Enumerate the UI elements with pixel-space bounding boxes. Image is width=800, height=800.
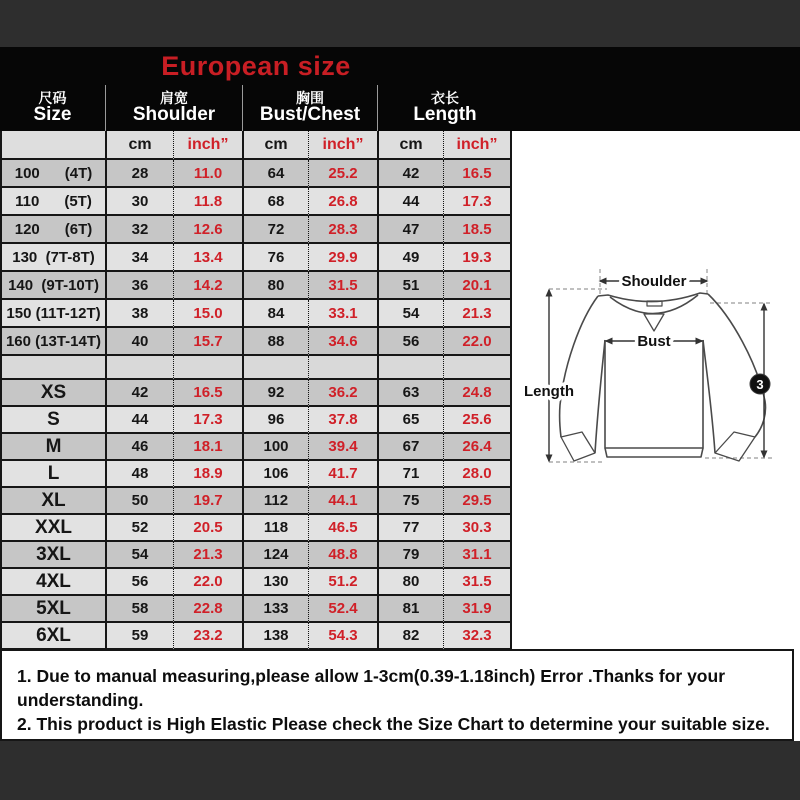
- value-cell: 88: [242, 328, 308, 356]
- size-cell: M: [2, 434, 105, 461]
- value-cell: 38: [105, 300, 173, 328]
- value-cell: 15.7: [173, 328, 242, 356]
- size-cell: XXL: [2, 515, 105, 542]
- size-cell: 110 (5T): [2, 188, 105, 216]
- table-row: [2, 461, 510, 488]
- value-cell: 14.2: [173, 272, 242, 300]
- value-cell: 82: [377, 623, 443, 650]
- table-row: [2, 596, 510, 623]
- size-cell: 130 (7T-8T): [2, 244, 105, 272]
- page-title: European size: [161, 51, 351, 81]
- value-cell: 26.8: [308, 188, 377, 216]
- value-cell: 54: [377, 300, 443, 328]
- note-line-2: 2. This product is High Elastic Please check the Size Chart to determine your suitable size.: [17, 714, 770, 734]
- value-cell: 67: [377, 434, 443, 461]
- value-cell: 92: [242, 380, 308, 407]
- value-cell: 34: [105, 244, 173, 272]
- table-row: [2, 328, 510, 356]
- value-cell: 16.5: [443, 160, 510, 188]
- value-cell: 36: [105, 272, 173, 300]
- column-header-row: [0, 85, 512, 131]
- size-cell: L: [2, 461, 105, 488]
- size-cell: XL: [2, 488, 105, 515]
- value-cell: 42: [105, 380, 173, 407]
- length-label: Length: [524, 383, 574, 400]
- table-row: [2, 407, 510, 434]
- value-cell: 34.6: [308, 328, 377, 356]
- value-cell: 80: [377, 569, 443, 596]
- size-cell: 100 (4T): [2, 160, 105, 188]
- value-cell: 30.3: [443, 515, 510, 542]
- value-cell: 13.4: [173, 244, 242, 272]
- value-cell: 31.9: [443, 596, 510, 623]
- value-cell: 79: [377, 542, 443, 569]
- sweater-outline: [560, 293, 766, 461]
- value-cell: 18.1: [173, 434, 242, 461]
- value-cell: 37.8: [308, 407, 377, 434]
- value-cell: 124: [242, 542, 308, 569]
- value-cell: 59: [105, 623, 173, 650]
- value-cell: 133: [242, 596, 308, 623]
- value-cell: 138: [242, 623, 308, 650]
- value-cell: 46: [105, 434, 173, 461]
- table-row: [2, 623, 510, 650]
- value-cell: 63: [377, 380, 443, 407]
- value-cell: 22.8: [173, 596, 242, 623]
- value-cell: 96: [242, 407, 308, 434]
- note-line-1: 1. Due to manual measuring,please allow 1-3cm(0.39-1.18inch) Error .Thanks for your understanding.: [17, 666, 725, 710]
- value-cell: 30: [105, 188, 173, 216]
- size-table: [0, 131, 512, 650]
- value-cell: 12.6: [173, 216, 242, 244]
- value-cell: 44: [105, 407, 173, 434]
- value-cell: 77: [377, 515, 443, 542]
- value-cell: 50: [105, 488, 173, 515]
- value-cell: 80: [242, 272, 308, 300]
- value-cell: 100: [242, 434, 308, 461]
- value-cell: 56: [105, 569, 173, 596]
- value-cell: 18.5: [443, 216, 510, 244]
- notes-box: [0, 649, 794, 741]
- value-cell: 112: [242, 488, 308, 515]
- size-cell: [2, 356, 105, 380]
- size-table-body: [2, 160, 510, 650]
- value-cell: 23.2: [173, 623, 242, 650]
- unit-cell-cm: cm: [242, 131, 308, 160]
- badge-3: [750, 374, 770, 394]
- table-row: [2, 188, 510, 216]
- value-cell: 48.8: [308, 542, 377, 569]
- value-cell: 21.3: [173, 542, 242, 569]
- size-cell: 150 (11T-12T): [2, 300, 105, 328]
- value-cell: 17.3: [443, 188, 510, 216]
- value-cell: 36.2: [308, 380, 377, 407]
- value-cell: 18.9: [173, 461, 242, 488]
- spacer-row: [2, 356, 510, 380]
- value-cell: [308, 356, 377, 380]
- value-cell: [242, 356, 308, 380]
- value-cell: 68: [242, 188, 308, 216]
- unit-cell-cm: cm: [105, 131, 173, 160]
- table-row: [2, 380, 510, 407]
- shoulder-label: Shoulder: [621, 273, 687, 290]
- value-cell: 72: [242, 216, 308, 244]
- unit-row: [2, 131, 510, 160]
- table-row: [2, 272, 510, 300]
- value-cell: 29.5: [443, 488, 510, 515]
- value-cell: 16.5: [173, 380, 242, 407]
- value-cell: 28.0: [443, 461, 510, 488]
- table-row: [2, 434, 510, 461]
- size-cell: 5XL: [2, 596, 105, 623]
- value-cell: 130: [242, 569, 308, 596]
- column-header-shoulder: 肩宽 Shoulder: [105, 85, 242, 131]
- value-cell: 17.3: [173, 407, 242, 434]
- value-cell: 48: [105, 461, 173, 488]
- value-cell: 20.5: [173, 515, 242, 542]
- value-cell: [443, 356, 510, 380]
- top-band: [0, 0, 800, 47]
- value-cell: 47: [377, 216, 443, 244]
- value-cell: [173, 356, 242, 380]
- value-cell: [105, 356, 173, 380]
- value-cell: 52.4: [308, 596, 377, 623]
- size-cell: S: [2, 407, 105, 434]
- value-cell: 81: [377, 596, 443, 623]
- value-cell: 44.1: [308, 488, 377, 515]
- unit-cell-inch: inch”: [308, 131, 377, 160]
- column-header-length: 衣长 Length: [377, 85, 512, 131]
- size-cell: 160 (13T-14T): [2, 328, 105, 356]
- garment-diagram: [510, 245, 800, 490]
- value-cell: 75: [377, 488, 443, 515]
- value-cell: 11.0: [173, 160, 242, 188]
- value-cell: 46.5: [308, 515, 377, 542]
- table-row: [2, 160, 510, 188]
- bottom-band: [0, 741, 800, 800]
- value-cell: 25.6: [443, 407, 510, 434]
- value-cell: 22.0: [443, 328, 510, 356]
- value-cell: 32.3: [443, 623, 510, 650]
- value-cell: 29.9: [308, 244, 377, 272]
- table-header-bar: [0, 47, 800, 131]
- bust-label: Bust: [637, 333, 671, 350]
- value-cell: 118: [242, 515, 308, 542]
- unit-cell-empty: [2, 131, 105, 160]
- value-cell: 76: [242, 244, 308, 272]
- value-cell: 49: [377, 244, 443, 272]
- value-cell: 44: [377, 188, 443, 216]
- value-cell: 106: [242, 461, 308, 488]
- column-header-size: 尺码 Size: [33, 89, 72, 126]
- value-cell: 65: [377, 407, 443, 434]
- table-row: [2, 244, 510, 272]
- size-cell: 6XL: [2, 623, 105, 650]
- size-cell: 3XL: [2, 542, 105, 569]
- table-row: [2, 515, 510, 542]
- value-cell: 40: [105, 328, 173, 356]
- value-cell: 64: [242, 160, 308, 188]
- value-cell: 54: [105, 542, 173, 569]
- value-cell: 51.2: [308, 569, 377, 596]
- unit-cell-inch: inch”: [443, 131, 510, 160]
- size-cell: XS: [2, 380, 105, 407]
- value-cell: 22.0: [173, 569, 242, 596]
- table-row: [2, 216, 510, 244]
- value-cell: 11.8: [173, 188, 242, 216]
- value-cell: 54.3: [308, 623, 377, 650]
- value-cell: 26.4: [443, 434, 510, 461]
- table-row: [2, 542, 510, 569]
- value-cell: 24.8: [443, 380, 510, 407]
- size-cell: 140 (9T-10T): [2, 272, 105, 300]
- badge-number: 3: [756, 377, 764, 392]
- table-row: [2, 300, 510, 328]
- table-row: [2, 488, 510, 515]
- value-cell: 28: [105, 160, 173, 188]
- value-cell: 41.7: [308, 461, 377, 488]
- value-cell: 20.1: [443, 272, 510, 300]
- value-cell: 84: [242, 300, 308, 328]
- value-cell: 19.7: [173, 488, 242, 515]
- value-cell: 51: [377, 272, 443, 300]
- value-cell: 31.5: [443, 569, 510, 596]
- value-cell: 58: [105, 596, 173, 623]
- value-cell: 31.5: [308, 272, 377, 300]
- value-cell: 19.3: [443, 244, 510, 272]
- value-cell: 32: [105, 216, 173, 244]
- unit-cell-inch: inch”: [173, 131, 242, 160]
- value-cell: 25.2: [308, 160, 377, 188]
- value-cell: 21.3: [443, 300, 510, 328]
- value-cell: 15.0: [173, 300, 242, 328]
- value-cell: 31.1: [443, 542, 510, 569]
- size-cell: 120 (6T): [2, 216, 105, 244]
- value-cell: 28.3: [308, 216, 377, 244]
- table-row: [2, 569, 510, 596]
- unit-cell-cm: cm: [377, 131, 443, 160]
- value-cell: 39.4: [308, 434, 377, 461]
- sweater-diagram-svg: [510, 245, 800, 490]
- value-cell: 56: [377, 328, 443, 356]
- column-header-bust: 胸围 Bust/Chest: [242, 85, 377, 131]
- value-cell: [377, 356, 443, 380]
- value-cell: 52: [105, 515, 173, 542]
- value-cell: 33.1: [308, 300, 377, 328]
- value-cell: 42: [377, 160, 443, 188]
- size-cell: 4XL: [2, 569, 105, 596]
- value-cell: 71: [377, 461, 443, 488]
